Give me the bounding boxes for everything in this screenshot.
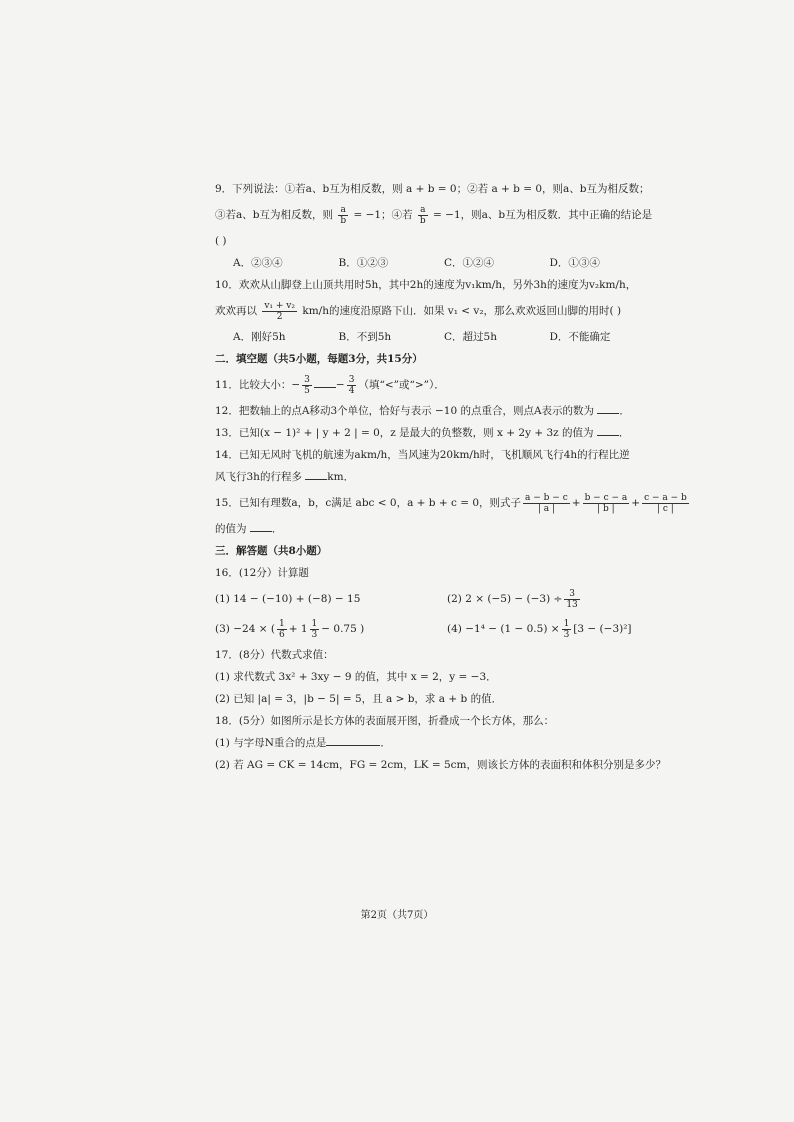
q16-part2-frac: $\frac{3}{13}$: [566, 588, 578, 610]
q9-line2c: = −1，则a、b互为相反数．其中正确的结论是: [433, 209, 653, 221]
q9-line2: [215, 200, 655, 230]
q9-line3: ( ): [215, 235, 227, 247]
q9-option-c: C．①②④: [444, 257, 495, 269]
q10-line2b: km/h的速度沿原路下山．如果 v₁ < v₂，那么欢欢返回山脚的用时( ): [302, 305, 622, 317]
q10-option-c: C．超过5h: [444, 331, 497, 343]
q15-frac-3: $\frac{c - a - b}{| c |}$: [644, 492, 687, 514]
q11-frac-2: $\frac{3}{4}$: [348, 374, 355, 396]
q11-blank: [314, 377, 336, 388]
q15-frac-2: $\frac{b - c - a}{| b |}$: [584, 492, 628, 514]
q10-options: [215, 326, 655, 348]
section-solve: 三．解答题（共8小题）: [215, 545, 328, 557]
q17-part1: (1) 求代数式 3x² + 3xy − 9 的值，其中 x = 2，y = −3．: [215, 671, 497, 683]
q17-title: 17．(8分）代数式求值：: [215, 649, 334, 661]
q18-part1: (1) 与字母N重合的点是 ．: [215, 737, 391, 749]
q18-title: 18．(5分）如图所示是长方体的表面展开图，折叠成一个长方体，那么：: [215, 715, 555, 727]
q13: 13．已知(x − 1)² + | y + 2 | = 0，z 是最大的负整数，则 x + 2y + 3z 的值为 ．: [215, 427, 630, 439]
q16-part2: (2) 2 × (−5) − (−3) ÷ $\frac{3}{13}$: [447, 588, 578, 610]
q9-option-a: A．②③④: [233, 257, 283, 269]
q9-line1: 9．下列说法：①若a、b互为相反数，则 a + b = 0；②若 a + b = 0，则a、b互为相反数；: [215, 183, 650, 195]
q10-line2a: 欢欢再以: [215, 305, 257, 317]
q17-part2: (2) 已知 |a| = 3，|b − 5| = 5，且 a > b，求 a + b 的值．: [215, 693, 503, 705]
q16-row1: [215, 584, 655, 614]
page-content: [215, 178, 687, 776]
q15-blank: [250, 521, 272, 532]
q10-line1: 10．欢欢从山脚登上山顶共用时5h，其中2h的速度为v₁km/h，另外3h的速度为v₂km/h，: [215, 279, 637, 291]
q9-option-d: D．①③④: [549, 257, 600, 269]
q15-frac-1: $\frac{a - b - c}{| a |}$: [525, 492, 568, 514]
page-footer: 第2页（共7页）: [360, 910, 434, 921]
q12-blank: [597, 403, 619, 414]
q13-blank: [597, 425, 619, 436]
q9-option-b: B．①②③: [338, 257, 389, 269]
q10-option-d: D．不能确定: [549, 331, 611, 343]
q16-title: 16．(12分）计算题: [215, 567, 309, 579]
q10-option-b: B．不到5h: [338, 331, 392, 343]
q9-line2b: = −1；④若: [353, 209, 413, 221]
q11-frac-1: $\frac{3}{5}$: [304, 374, 310, 396]
section-fill-blank: 二．填空题（共5小题，每题3分，共15分）: [215, 353, 423, 365]
q16-part3: (3) −24 × ( $\frac{1}{6}$ + 1 $\frac{1}{3}$ − 0.75 ): [215, 618, 365, 640]
q14-line2: 风飞行3h的行程多 km．: [215, 471, 355, 483]
q18-part2: (2) 若 AG = CK = 14cm，FG = 2cm，LK = 5cm，则该长方体的表面积和体积分别是多少？: [215, 759, 667, 771]
q16-part1: (1) 14 − (−10) + (−8) − 15: [215, 593, 361, 605]
q12: 12．把数轴上的点A移动3个单位，恰好与表示 −10 的点重合，则点A表示的数为 ．: [215, 405, 630, 417]
q18-blank: [326, 735, 380, 746]
q14-line1: 14．已知无风时飞机的航速为akm/h，当风速为20km/h时，飞机顺风飞行4h的行程比逆: [215, 449, 630, 461]
q10-line2: [215, 296, 655, 326]
q14-blank: [305, 469, 327, 480]
q9-frac-1: $\frac{a}{b}$: [340, 204, 347, 226]
q16-row2: [215, 614, 655, 644]
q9-options: [215, 252, 655, 274]
q10-option-a: A．刚好5h: [233, 331, 286, 343]
q15-line1: 15．已知有理数a，b，c满足 abc < 0，a + b + c = 0，则式子 $\frac{a - b - c}{| a |}$ + $\frac{b - c - a}{| b |}$ + $\frac{c - a - b}{| c |}$: [215, 492, 687, 514]
q9-frac-2: $\frac{a}{b}$: [419, 204, 426, 226]
q16-part4: (4) −1⁴ − (1 − 0.5) × $\frac{1}{3}$ [3 − (−3)²]: [447, 618, 632, 640]
q10-frac: $\frac{\text{v₁ + v₂}}{2}$: [264, 300, 295, 322]
q11: 11．比较大小：− $\frac{3}{5}$ − $\frac{3}{4}$ （填“<”或“>”）．: [215, 374, 445, 396]
q15-line2: 的值为 ．: [215, 523, 283, 535]
q9-line2a: ③若a、b互为相反数，则: [215, 209, 333, 221]
